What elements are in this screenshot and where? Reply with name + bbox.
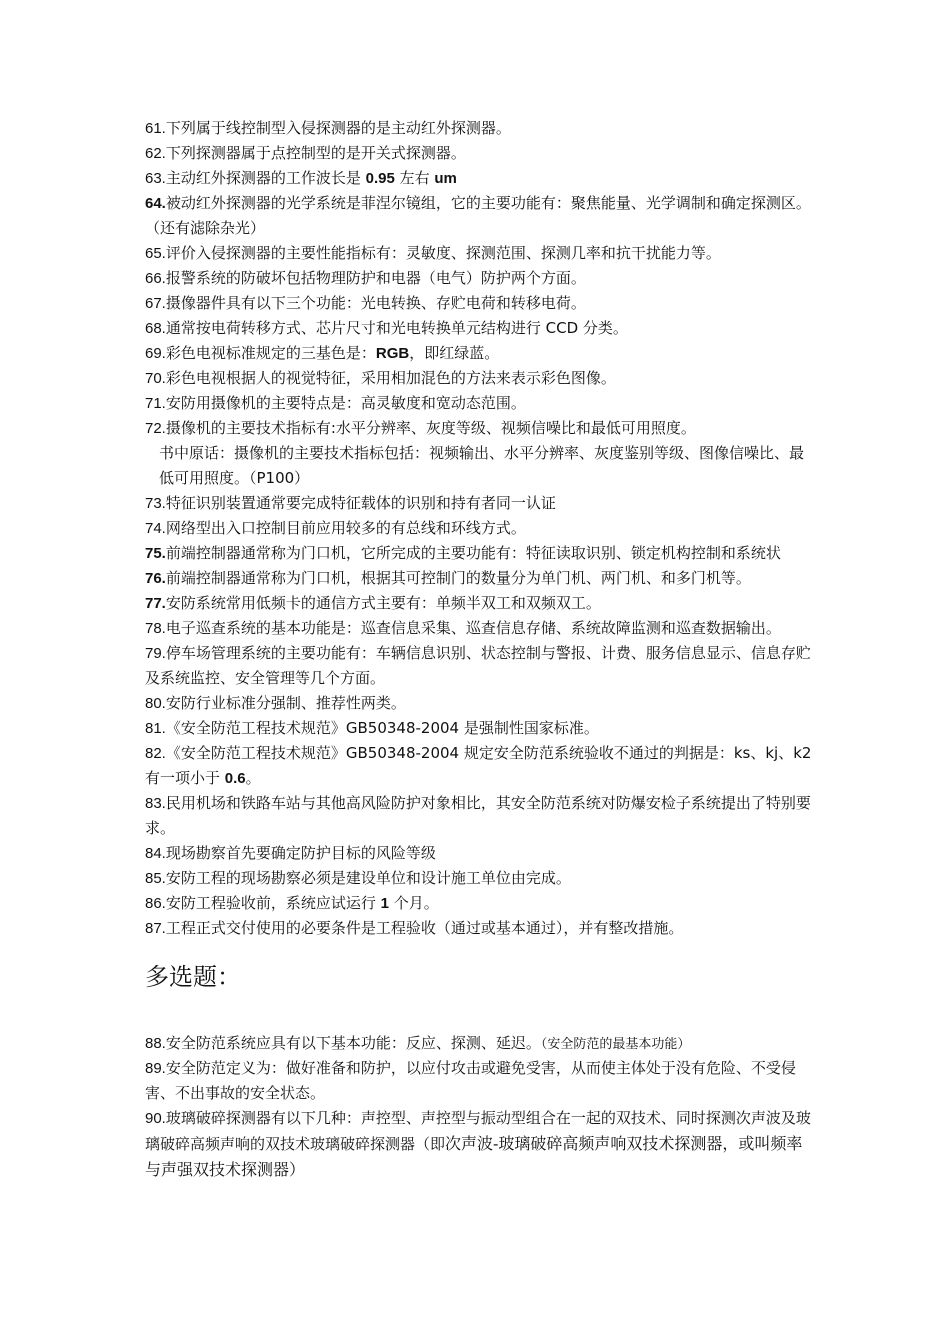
item-78: 78.电子巡查系统的基本功能是：巡查信息采集、巡查信息存储、系统故障监测和巡查数据输出。 (145, 619, 781, 637)
item-77: 77.安防系统常用低频卡的通信方式主要有：单频半双工和双频双工。 (145, 594, 601, 612)
item-73: 73.特征识别装置通常要完成特征载体的识别和持有者同一认证 (145, 494, 556, 512)
item-90: 90.玻璃破碎探测器有以下几种：声控型、声控型与振动型组合在一起的双技术、同时探测次声波及玻璃破碎高频声响的双技术玻璃破碎探测器（即次声波-玻璃破碎高频声响双技术探测器，或叫频率与声强双技术探测器） (145, 1109, 811, 1179)
item-85: 85.安防工程的现场勘察必须是建设单位和设计施工单位由完成。 (145, 869, 571, 887)
item-66: 66.报警系统的防破坏包括物理防护和电器（电气）防护两个方面。 (145, 269, 586, 287)
item-65: 65.评价入侵探测器的主要性能指标有：灵敏度、探测范围、探测几率和抗干扰能力等。 (145, 244, 721, 262)
item-61: 61.下列属于线控制型入侵探测器的是主动红外探测器。 (145, 119, 511, 137)
section-heading-multi-choice: 多选题： (145, 963, 241, 991)
item-74: 74.网络型出入口控制目前应用较多的有总线和环线方式。 (145, 519, 526, 537)
item-88: 88.安全防范系统应具有以下基本功能：反应、探测、延迟。（安全防范的最基本功能） (145, 1034, 691, 1052)
item-68: 68.通常按电荷转移方式、芯片尺寸和光电转换单元结构进行 CCD 分类。 (145, 319, 628, 337)
item-67: 67.摄像器件具有以下三个功能：光电转换、存贮电荷和转移电荷。 (145, 294, 586, 312)
item-62: 62.下列探测器属于点控制型的是开关式探测器。 (145, 144, 466, 162)
item-76: 76.前端控制器通常称为门口机，根据其可控制门的数量分为单门机、两门机、和多门机等。 (145, 569, 751, 587)
item-86: 86.安防工程验收前，系统应试运行 1 个月。 (145, 894, 439, 912)
item-80: 80.安防行业标准分强制、推荐性两类。 (145, 694, 406, 712)
item-71: 71.安防用摄像机的主要特点是：高灵敏度和宽动态范围。 (145, 394, 526, 412)
item-82: 82.《安全防范工程技术规范》GB50348-2004 规定安全防范系统验收不通过的判据是：ks、kj、k2 有一项小于 0.6。 (145, 744, 812, 787)
item-75: 75.前端控制器通常称为门口机，它所完成的主要功能有：特征读取识别、锁定机构控制和系统状 (145, 544, 781, 562)
item-81: 81.《安全防范工程技术规范》GB50348-2004 是强制性国家标准。 (145, 719, 599, 737)
item-83: 83.民用机场和铁路车站与其他高风险防护对象相比，其安全防范系统对防爆安检子系统提出了特别要求。 (145, 794, 811, 837)
item-70: 70.彩色电视根据人的视觉特征，采用相加混色的方法来表示彩色图像。 (145, 369, 616, 387)
item-63: 63.主动红外探测器的工作波长是 0.95 左右 um (145, 169, 457, 187)
item-79: 79.停车场管理系统的主要功能有：车辆信息识别、状态控制与警报、计费、服务信息显示、信息存贮及系统监控、安全管理等几个方面。 (145, 644, 811, 687)
item-64: 64.被动红外探测器的光学系统是菲涅尔镜组，它的主要功能有：聚焦能量、光学调制和确定探测区。（还有滤除杂光） (145, 194, 811, 237)
item-72-note: 书中原话：摄像机的主要技术指标包括：视频输出、水平分辨率、灰度鉴别等级、图像信噪比、最低可用照度。（P100） (159, 444, 805, 487)
item-72: 72.摄像机的主要技术指标有:水平分辨率、灰度等级、视频信噪比和最低可用照度。 (145, 419, 696, 437)
document-page (145, 116, 813, 1183)
item-84: 84.现场勘察首先要确定防护目标的风险等级 (145, 844, 436, 862)
item-87: 87.工程正式交付使用的必要条件是工程验收（通过或基本通过），并有整改措施。 (145, 919, 684, 937)
item-69: 69.彩色电视标准规定的三基色是：RGB，即红绿蓝。 (145, 344, 500, 362)
item-89: 89.安全防范定义为：做好准备和防护，以应付攻击或避免受害，从而使主体处于没有危险、不受侵害、不出事故的安全状态。 (145, 1059, 796, 1102)
